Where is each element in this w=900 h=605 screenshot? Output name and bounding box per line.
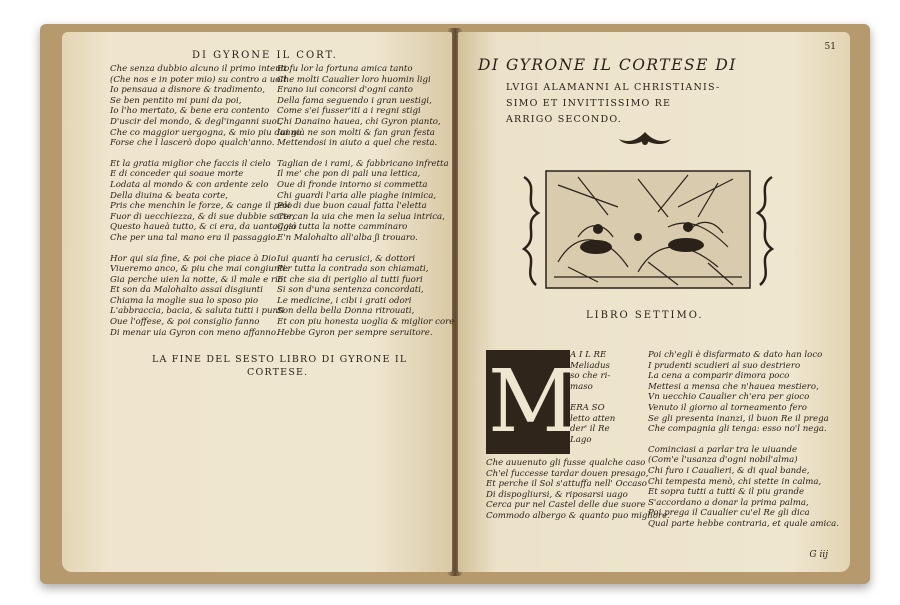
right-column-2 bbox=[648, 350, 838, 530]
verse-line: La cena a comparir dimora poco bbox=[648, 371, 790, 382]
verse-line: Mettendosi in aiuto a quel che resta. bbox=[277, 138, 438, 149]
verse-line: Pris che menchin le forze, & cange il pelo bbox=[110, 201, 293, 212]
verse-line: der' il Re bbox=[570, 424, 610, 435]
verse-line: D'uscir del mondo, & degl'inganni suoi, bbox=[110, 116, 283, 127]
verse-line: Hebbe Gyron per sempre seruitore. bbox=[277, 327, 433, 338]
verse-line: Cercan la uia che men la selua intrica, bbox=[277, 211, 445, 222]
verse-line: Lodata al mondo & con ardente zelo bbox=[110, 179, 269, 190]
verse-line: Et sopra tutti a tutti & il piu grande bbox=[648, 487, 805, 498]
page-number: 51 bbox=[824, 42, 836, 52]
verse-line: so che ri- bbox=[570, 371, 611, 382]
verse-line: S'accordano a donar la prima palma, bbox=[648, 497, 809, 508]
verse-line: Vn uecchio Caualier ch'era per gioco bbox=[648, 392, 810, 403]
verse-line: Ch'el fuccesse tardar douen presago, bbox=[486, 468, 649, 479]
verse-line: Et son da Malohalto assai disgiunti bbox=[110, 285, 264, 296]
battle-woodcut-illustration bbox=[518, 167, 778, 292]
stanza bbox=[110, 64, 302, 149]
verse-line: ERA SO bbox=[570, 402, 605, 413]
verse-line: Son della bella Donna ritrouati, bbox=[277, 306, 415, 317]
stanza bbox=[277, 253, 455, 339]
verse-line: Della fama seguendo i gran uestigi, bbox=[277, 95, 432, 106]
verse-line: Taglian de i rami, & fabbricano infretta bbox=[277, 158, 449, 169]
verse-line: Chi guardi l'aria alle piaghe inimica, bbox=[277, 190, 437, 201]
verse-line: Io l'ho mertato, & bene era contento bbox=[110, 106, 270, 117]
verse-line: (Che nos e in poter mio) su contro a uoit bbox=[110, 74, 287, 85]
stanza bbox=[570, 350, 620, 445]
verse-line: Che co maggior uergogna, & mio piu danno bbox=[110, 127, 302, 138]
verse-line: Chi Danaino hauea, chi Gyron pianto, bbox=[277, 116, 441, 127]
verse-line: Che compagnia gli tenga: esso no'l nega. bbox=[648, 424, 827, 435]
verse-line: Et con piu honesta uoglia & miglior core bbox=[277, 317, 455, 328]
verse-line: Che molti Caualier loro huomin ligi bbox=[277, 74, 431, 85]
verse-line: Per tutta la contrada son chiamati, bbox=[277, 264, 429, 275]
stanza bbox=[110, 253, 289, 339]
verse-line: Chiama la moglie sua lo sposo pio bbox=[110, 295, 259, 306]
verse-line: Gia perche uien la notte, & il male e rio bbox=[110, 274, 284, 285]
verse-line: Oue l'offese, & poi consiglio fanno bbox=[110, 317, 260, 328]
end-line-1: LA FINE DEL SESTO LIBRO DI GYRONE IL bbox=[152, 354, 408, 365]
verse-line: Iui già ne son molti & fan gran festa bbox=[277, 127, 435, 138]
verse-line: Chi furo i Caualieri, & di qual bande, bbox=[648, 465, 810, 476]
signature-mark: G iij bbox=[809, 550, 828, 560]
verse-line: Di dispogliursi, & riposarsi uago bbox=[486, 489, 628, 500]
text-beside-initial bbox=[570, 350, 620, 445]
verse-line: Che per una tal mano era il passaggio. bbox=[110, 232, 279, 243]
verse-line: Cominciasi a parlar tra le uiuande bbox=[648, 444, 798, 455]
verse-line: Et perche il Sol s'attuffa nell' Occaso bbox=[486, 479, 647, 490]
verse-line: Venuto il giorno al torneamento fero bbox=[648, 402, 807, 413]
verse-line: Iui quanti ha cerusici, & dottori bbox=[277, 253, 416, 264]
running-head: DI GYRONE IL CORT. bbox=[192, 50, 338, 61]
verse-line: Che senza dubbio alcuno il primo intento bbox=[110, 64, 290, 74]
verse-line: letto atten bbox=[570, 413, 616, 424]
verse-line: Io pensaua a disnore & tradimento, bbox=[110, 85, 265, 96]
stanza bbox=[486, 458, 670, 522]
verse-line: Meliadus bbox=[570, 360, 610, 371]
verse-line: Commodo albergo & quanto puo migliore. bbox=[486, 510, 670, 521]
verse-line: Poi prega il Caualier cu'el Re gli dica bbox=[648, 508, 810, 519]
verse-line: Questo haueà tutto, & ci era, da uantaggio bbox=[110, 222, 297, 233]
left-page bbox=[62, 32, 455, 572]
stanza bbox=[277, 64, 449, 149]
verse-line: Lago bbox=[570, 434, 592, 445]
verse-line: Viueremo anco, & piu che mai congiunti: bbox=[110, 264, 289, 275]
book-heading: LIBRO SETTIMO. bbox=[586, 310, 704, 321]
verse-line: Che auuenuto gli fusse qualche caso bbox=[486, 458, 646, 468]
right-page bbox=[458, 32, 850, 572]
title-line-1: DI GYRONE IL CORTESE DI bbox=[478, 56, 737, 74]
verse-line: Mettesi a mensa che n'hauea mestiero, bbox=[648, 381, 819, 392]
initial-letter: M bbox=[488, 352, 577, 452]
verse-line: Erano iui concorsi d'ogni canto bbox=[277, 85, 413, 96]
title-line-2: LVIGI ALAMANNI AL CHRISTIANIS- bbox=[506, 82, 721, 93]
verse-line: Et fu lor la fortuna amica tanto bbox=[277, 64, 413, 74]
left-column-1 bbox=[110, 64, 302, 338]
verse-line: Si son d'una sentenza concordati, bbox=[277, 285, 424, 296]
verse-line: Se ben pentito mi puni da poi, bbox=[110, 95, 242, 106]
verse-line: E di conceder qui soaue morte bbox=[110, 169, 244, 180]
verse-line: Cerca pur nel Castel delle due suore bbox=[486, 500, 646, 511]
verse-line: Hor qui sia fine, & poi che piace à Dio bbox=[110, 253, 277, 264]
verse-line: Della diuina & beata corte, bbox=[110, 190, 229, 201]
stanza bbox=[648, 445, 838, 530]
verse-line: A I L RE bbox=[570, 350, 607, 360]
verse-line: Qual parte hebbe contraria, et quale amica. bbox=[648, 518, 839, 529]
verse-line: Fuor di uecchiezza, & di sue dubbie sorte, bbox=[110, 211, 295, 222]
verse-line: Et che sia di periglio al tutti fuori bbox=[277, 274, 423, 285]
left-column-2 bbox=[277, 64, 455, 338]
verse-line: E'n Malohalto all'alba ʃi trouaro. bbox=[277, 232, 418, 243]
decorated-initial bbox=[486, 350, 577, 454]
verse-line: Le medicine, i cibi i grati odori bbox=[277, 295, 412, 306]
fleuron-ornament-icon bbox=[613, 130, 677, 148]
verse-line: Oue di fronde intorno si commetta bbox=[277, 179, 428, 190]
verse-line: I prudenti scudieri al suo destriero bbox=[648, 360, 801, 371]
stanza bbox=[648, 350, 838, 435]
title-line-3: SIMO ET INVITTISSIMO RE bbox=[506, 98, 672, 109]
verse-line: (Com'e l'usanza d'ogni nobil'alma) bbox=[648, 455, 798, 466]
verse-line: Poi di due buon caual fatta l'eletta bbox=[277, 201, 427, 212]
verse-line: Forse che l lascerò dopo qualch'anno. bbox=[110, 138, 275, 149]
stanza bbox=[110, 158, 297, 244]
verse-line bbox=[570, 392, 620, 403]
verse-line: Et la gratia miglior che faccis il cielo bbox=[110, 158, 271, 169]
verse-line: maso bbox=[570, 381, 593, 392]
verse-line: Di menar uia Gyron con meno affanno. bbox=[110, 327, 279, 338]
end-line-2: CORTESE. bbox=[247, 367, 309, 378]
verse-line: Chi tempesta menò, chi stette in calma, bbox=[648, 476, 822, 487]
verse-line: Poi ch'egli è disfarmato & dato han loco bbox=[648, 350, 823, 360]
verse-line: Il me' che pon di pali una lettica, bbox=[277, 169, 421, 180]
open-book bbox=[40, 24, 870, 584]
verse-line: L'abbraccia, bacia, & saluta tutti i punti bbox=[110, 306, 285, 317]
stanza bbox=[277, 159, 449, 244]
verse-line: Se gli presenta inanzi, il buon Re il prega bbox=[648, 413, 829, 424]
verse-line: Come s'ei fusser'iti a i regni stigi bbox=[277, 106, 421, 117]
right-column-1 bbox=[486, 458, 670, 522]
verse-line: Così tutta la notte camminaro bbox=[277, 222, 408, 233]
title-line-4: ARRIGO SECONDO. bbox=[506, 114, 622, 125]
